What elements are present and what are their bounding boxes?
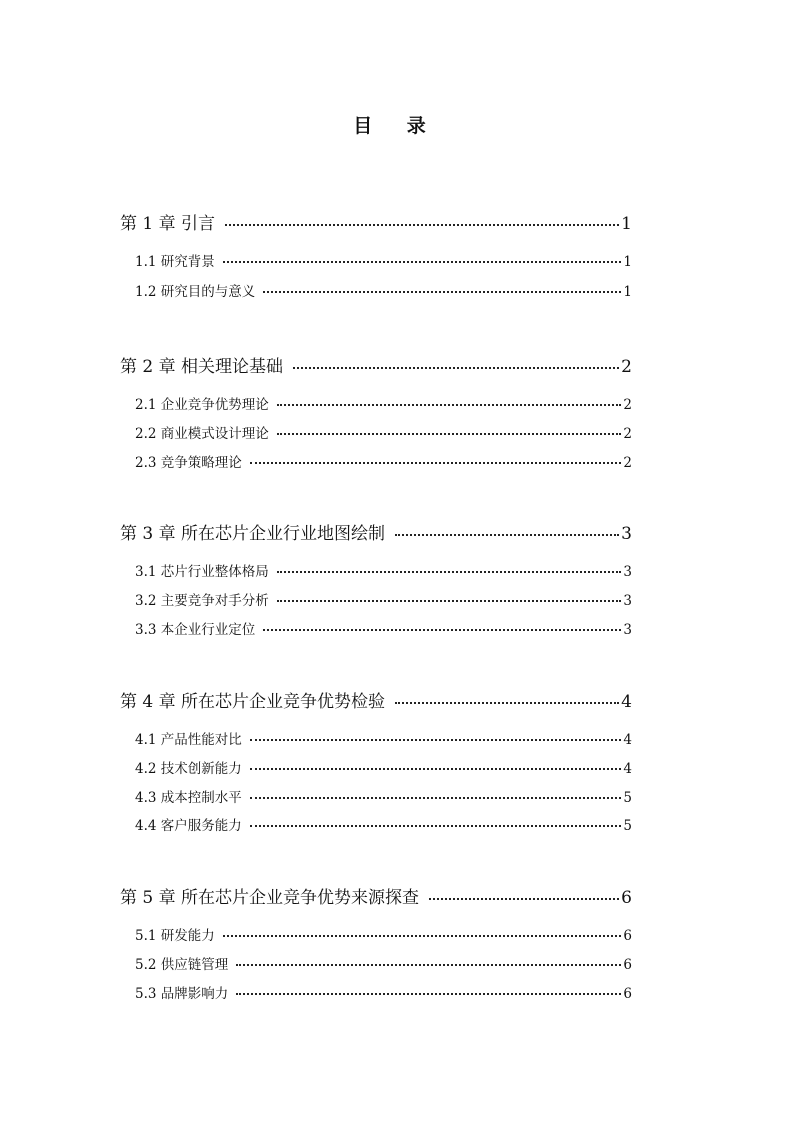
- toc-entry-label: 1.1 研究背景: [135, 254, 215, 270]
- toc-entry-label: 4.1 产品性能对比: [135, 732, 242, 748]
- toc-page-number: 1: [623, 284, 632, 300]
- toc-page-number: 2: [623, 455, 632, 471]
- toc-section-5-2[interactable]: [0, 953, 793, 973]
- toc-page-number: 3: [623, 622, 632, 638]
- dot-leader: [263, 625, 621, 631]
- toc-page-number: 6: [621, 888, 632, 908]
- toc-entry-label: 2.2 商业模式设计理论: [135, 426, 269, 442]
- dot-leader: [250, 821, 622, 827]
- toc-entry-label: 2.1 企业竞争优势理论: [135, 397, 269, 413]
- dot-leader: [250, 764, 622, 770]
- toc-entry-label: 4.4 客户服务能力: [135, 818, 242, 834]
- dot-leader: [250, 735, 622, 741]
- toc-entry-label: 第 4 章 所在芯片企业竞争优势检验: [120, 692, 386, 712]
- toc-entry-label: 5.3 品牌影响力: [135, 986, 229, 1002]
- toc-page-number: 4: [623, 761, 632, 777]
- toc-chapter-2[interactable]: [0, 352, 793, 376]
- toc-entry-label: 第 3 章 所在芯片企业行业地图绘制: [120, 524, 386, 544]
- toc-section-5-1[interactable]: [0, 924, 793, 944]
- toc-entry-label: 2.3 竞争策略理论: [135, 455, 242, 471]
- dot-leader: [277, 567, 622, 573]
- toc-page-number: 6: [623, 986, 632, 1002]
- toc-section-2-3[interactable]: [0, 451, 793, 471]
- toc-page-number: 4: [623, 732, 632, 748]
- dot-leader: [293, 363, 619, 369]
- toc-entry-label: 4.3 成本控制水平: [135, 790, 242, 806]
- toc-entry-label: 3.3 本企业行业定位: [135, 622, 256, 638]
- toc-entry-label: 第 2 章 相关理论基础: [120, 357, 284, 377]
- dot-leader: [395, 530, 619, 536]
- dot-leader: [277, 429, 622, 435]
- dot-leader: [277, 400, 622, 406]
- dot-leader: [236, 960, 621, 966]
- toc-page-number: 4: [621, 692, 632, 712]
- toc-page-number: 3: [623, 593, 632, 609]
- dot-leader: [223, 257, 622, 263]
- toc-page-number: 2: [621, 357, 632, 377]
- dot-leader: [395, 698, 619, 704]
- toc-page-number: 6: [623, 957, 632, 973]
- dot-leader: [225, 220, 619, 226]
- toc-entry-label: 3.1 芯片行业整体格局: [135, 564, 269, 580]
- toc-section-4-3[interactable]: [0, 786, 793, 806]
- dot-leader: [236, 989, 621, 995]
- toc-section-5-3[interactable]: [0, 982, 793, 1002]
- toc-entry-label: 1.2 研究目的与意义: [135, 284, 256, 300]
- dot-leader: [277, 596, 622, 602]
- toc-page-number: 2: [623, 426, 632, 442]
- toc-section-2-2[interactable]: [0, 422, 793, 442]
- toc-page-number: 2: [623, 397, 632, 413]
- toc-section-3-2[interactable]: [0, 589, 793, 609]
- toc-entry-label: 3.2 主要竞争对手分析: [135, 593, 269, 609]
- toc-page-number: 3: [623, 564, 632, 580]
- toc-chapter-3[interactable]: [0, 519, 793, 543]
- toc-section-2-1[interactable]: [0, 393, 793, 413]
- toc-section-4-4[interactable]: [0, 814, 793, 834]
- toc-entry-label: 第 5 章 所在芯片企业竞争优势来源探查: [120, 888, 420, 908]
- toc-entry-label: 4.2 技术创新能力: [135, 761, 242, 777]
- toc-chapter-4[interactable]: [0, 687, 793, 711]
- dot-leader: [250, 793, 622, 799]
- dot-leader: [429, 894, 619, 900]
- toc-section-3-1[interactable]: [0, 560, 793, 580]
- toc-section-3-3[interactable]: [0, 618, 793, 638]
- toc-section-1-1[interactable]: [0, 250, 793, 270]
- toc-page-number: 1: [623, 254, 632, 270]
- toc-chapter-5[interactable]: [0, 883, 793, 907]
- dot-leader: [263, 287, 621, 293]
- dot-leader: [250, 458, 622, 464]
- toc-page-number: 5: [623, 790, 632, 806]
- toc-page-number: 3: [621, 524, 632, 544]
- toc-page-number: 1: [621, 214, 632, 234]
- toc-title: 目 录: [353, 115, 440, 137]
- toc-page-number: 6: [623, 928, 632, 944]
- toc-page-number: 5: [623, 818, 632, 834]
- toc-entry-label: 5.2 供应链管理: [135, 957, 229, 973]
- toc-chapter-1[interactable]: [0, 209, 793, 233]
- toc-section-4-2[interactable]: [0, 757, 793, 777]
- toc-section-4-1[interactable]: [0, 728, 793, 748]
- toc-section-1-2[interactable]: [0, 280, 793, 300]
- toc-entry-label: 5.1 研发能力: [135, 928, 215, 944]
- dot-leader: [223, 931, 622, 937]
- toc-entry-label: 第 1 章 引言: [120, 214, 216, 234]
